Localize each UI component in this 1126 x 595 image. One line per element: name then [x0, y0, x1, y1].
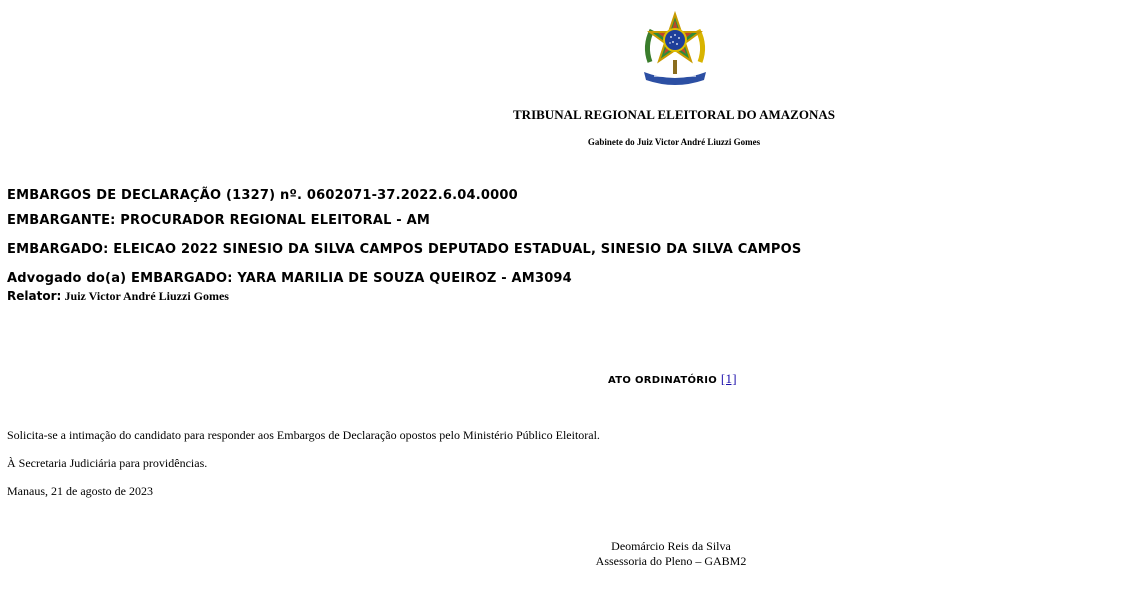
act-heading [608, 371, 737, 387]
brazil-coat-of-arms-icon [640, 10, 710, 86]
relator-name: Juiz Victor André Liuzzi Gomes [64, 289, 229, 303]
advogado-line: Advogado do(a) EMBARGADO: YARA MARILIA DE SOUZA QUEIROZ - AM3094 [7, 271, 572, 286]
footnote-link[interactable]: [1] [720, 371, 737, 386]
date-line: Manaus, 21 de agosto de 2023 [7, 484, 153, 498]
process-number: EMBARGOS DE DECLARAÇÃO (1327) nº. 0602071-37.2022.6.04.0000 [7, 188, 518, 203]
signatory-name: Deomárcio Reis da Silva [611, 539, 731, 553]
relator-line [7, 288, 229, 304]
office-title: Gabinete do Juiz Victor André Liuzzi Gomes [587, 137, 761, 147]
embargante-line: EMBARGANTE: PROCURADOR REGIONAL ELEITORAL - AM [7, 213, 431, 228]
body-paragraph: À Secretaria Judiciária para providências. [7, 456, 208, 470]
signatory-role: Assessoria do Pleno – GABM2 [595, 554, 747, 568]
relator-label: Relator: [7, 289, 62, 303]
body-paragraph: Solicita-se a intimação do candidato para responder aos Embargos de Declaração opostos pelo Ministério Público Eleitoral. [7, 428, 600, 442]
court-title: TRIBUNAL REGIONAL ELEITORAL DO AMAZONAS [513, 107, 835, 122]
embargado-line: EMBARGADO: ELEICAO 2022 SINESIO DA SILVA CAMPOS DEPUTADO ESTADUAL, SINESIO DA SILVA CAMPOS [7, 242, 802, 257]
act-title: ATO ORDINATÓRIO [608, 375, 718, 386]
